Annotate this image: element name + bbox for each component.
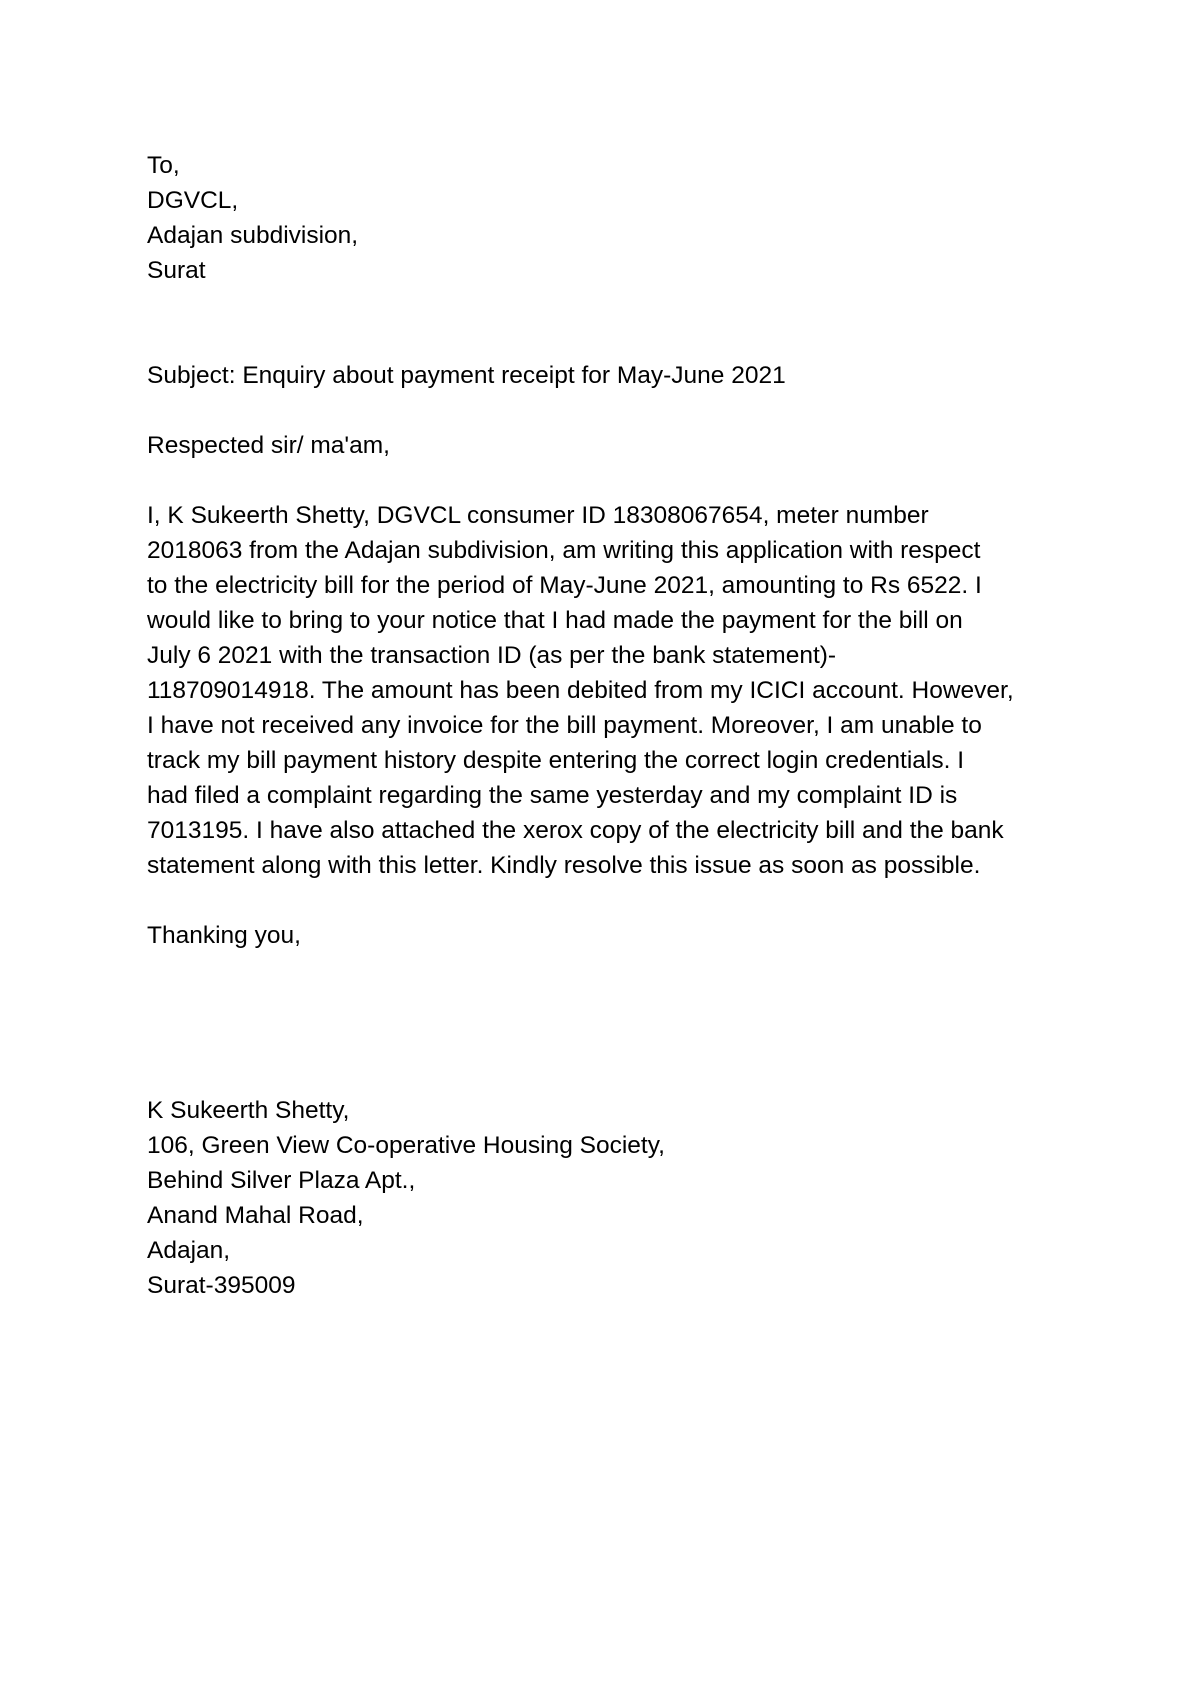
spacer	[147, 393, 1077, 428]
spacer	[147, 953, 1077, 1093]
body-line: would like to bring to your notice that I had made the payment for the bill on	[147, 607, 963, 634]
recipient-line: Surat	[147, 257, 206, 284]
subject-line: Subject: Enquiry about payment receipt for May-June 2021	[147, 362, 786, 389]
recipient-line: To,	[147, 152, 180, 179]
letter-page	[147, 148, 1077, 1303]
body-line: July 6 2021 with the transaction ID (as per the bank statement)-	[147, 642, 837, 669]
spacer	[147, 288, 1077, 358]
body-line: track my bill payment history despite entering the correct login credentials. I	[147, 747, 965, 774]
body-line: statement along with this letter. Kindly resolve this issue as soon as possible.	[147, 852, 981, 879]
body-line: I have not received any invoice for the bill payment. Moreover, I am unable to	[147, 712, 982, 739]
sender-line: 106, Green View Co-operative Housing Society,	[147, 1132, 665, 1159]
sender-line: Behind Silver Plaza Apt.,	[147, 1167, 416, 1194]
sender-address	[147, 1093, 1077, 1303]
sender-line: K Sukeerth Shetty,	[147, 1097, 350, 1124]
recipient-address	[147, 148, 1077, 288]
recipient-line: DGVCL,	[147, 187, 239, 214]
body-line: to the electricity bill for the period of May-June 2021, amounting to Rs 6522. I	[147, 572, 982, 599]
spacer	[147, 883, 1077, 918]
body-line: 118709014918. The amount has been debited from my ICICI account. However,	[147, 677, 1014, 704]
recipient-line: Adajan subdivision,	[147, 222, 359, 249]
body-line: 7013195. I have also attached the xerox copy of the electricity bill and the bank	[147, 817, 1004, 844]
sender-line: Adajan,	[147, 1237, 231, 1264]
letter-body	[147, 498, 1077, 883]
closing: Thanking you,	[147, 922, 301, 949]
sender-line: Anand Mahal Road,	[147, 1202, 364, 1229]
body-line: had filed a complaint regarding the same yesterday and my complaint ID is	[147, 782, 958, 809]
body-line: 2018063 from the Adajan subdivision, am writing this application with respect	[147, 537, 981, 564]
sender-line: Surat-395009	[147, 1272, 296, 1299]
body-line: I, K Sukeerth Shetty, DGVCL consumer ID 18308067654, meter number	[147, 502, 929, 529]
spacer	[147, 463, 1077, 498]
salutation: Respected sir/ ma'am,	[147, 432, 390, 459]
